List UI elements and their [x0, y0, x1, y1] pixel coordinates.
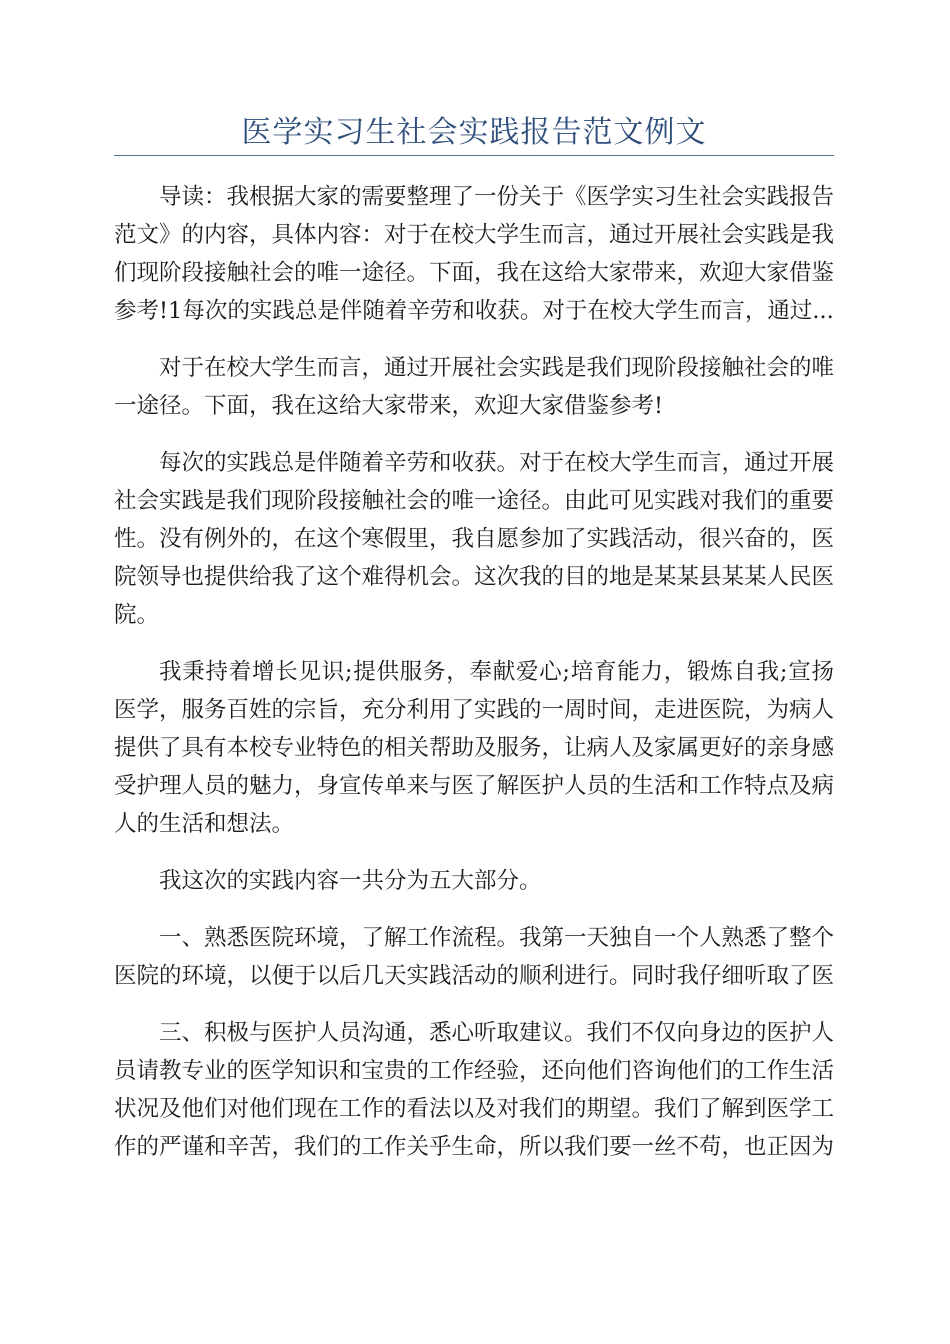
document-body: [114, 178, 834, 1185]
body-paragraph: 我秉持着增长见识;提供服务，奉献爱心;培育能力，锻炼自我;宣扬医学，服务百姓的宗旨，充分利用了实践的一周时间，走进医院，为病人提供了具有本校专业特色的相关帮助及服务，让病人及家属更好的亲身感受护理人员的魅力，身宣传单来与医了解医护人员的生活和工作特点及病人的生活和想法。: [114, 659, 835, 837]
body-paragraph: 三、积极与医护人员沟通，悉心听取建议。我们不仅向身边的医护人员请教专业的医学知识和宝贵的工作经验，还向他们咨询他们的工作生活状况及他们对他们现在工作的看法以及对我们的期望。我们了解到医学工作的严谨和辛苦，我们的工作关乎生命，所以我们要一丝不苟，也正因为: [114, 1020, 835, 1160]
body-paragraph-truncated: 一、熟悉医院环境，了解工作流程。我第一天独自一个人熟悉了整个医院的环境，以便于以后几天实践活动的顺利进行。同时我仔细听取了医: [114, 925, 834, 989]
body-paragraph: 我这次的实践内容一共分为五大部分。: [159, 868, 542, 894]
title-underline: [114, 155, 834, 156]
document-title: 医学实习生社会实践报告范文例文: [241, 115, 707, 150]
body-paragraph: 每次的实践总是伴随着辛劳和收获。对于在校大学生而言，通过开展社会实践是我们现阶段接触社会的唯一途径。由此可见实践对我们的重要性。没有例外的，在这个寒假里，我自愿参加了实践活动，很兴奋的，医院领导也提供给我了这个难得机会。这次我的目的地是某某县某某人民医院。: [114, 450, 835, 628]
body-paragraph: 对于在校大学生而言，通过开展社会实践是我们现阶段接触社会的唯一途径。下面，我在这给大家带来，欢迎大家借鉴参考!: [114, 355, 835, 419]
intro-paragraph: 导读：我根据大家的需要整理了一份关于《医学实习生社会实践报告范文》的内容，具体内容：对于在校大学生而言，通过开展社会实践是我们现阶段接触社会的唯一途径。下面，我在这给大家带来，欢迎大家借鉴参考!1每次的实践总是伴随着辛劳和收获。对于在校大学生而言，通过...: [114, 184, 835, 324]
